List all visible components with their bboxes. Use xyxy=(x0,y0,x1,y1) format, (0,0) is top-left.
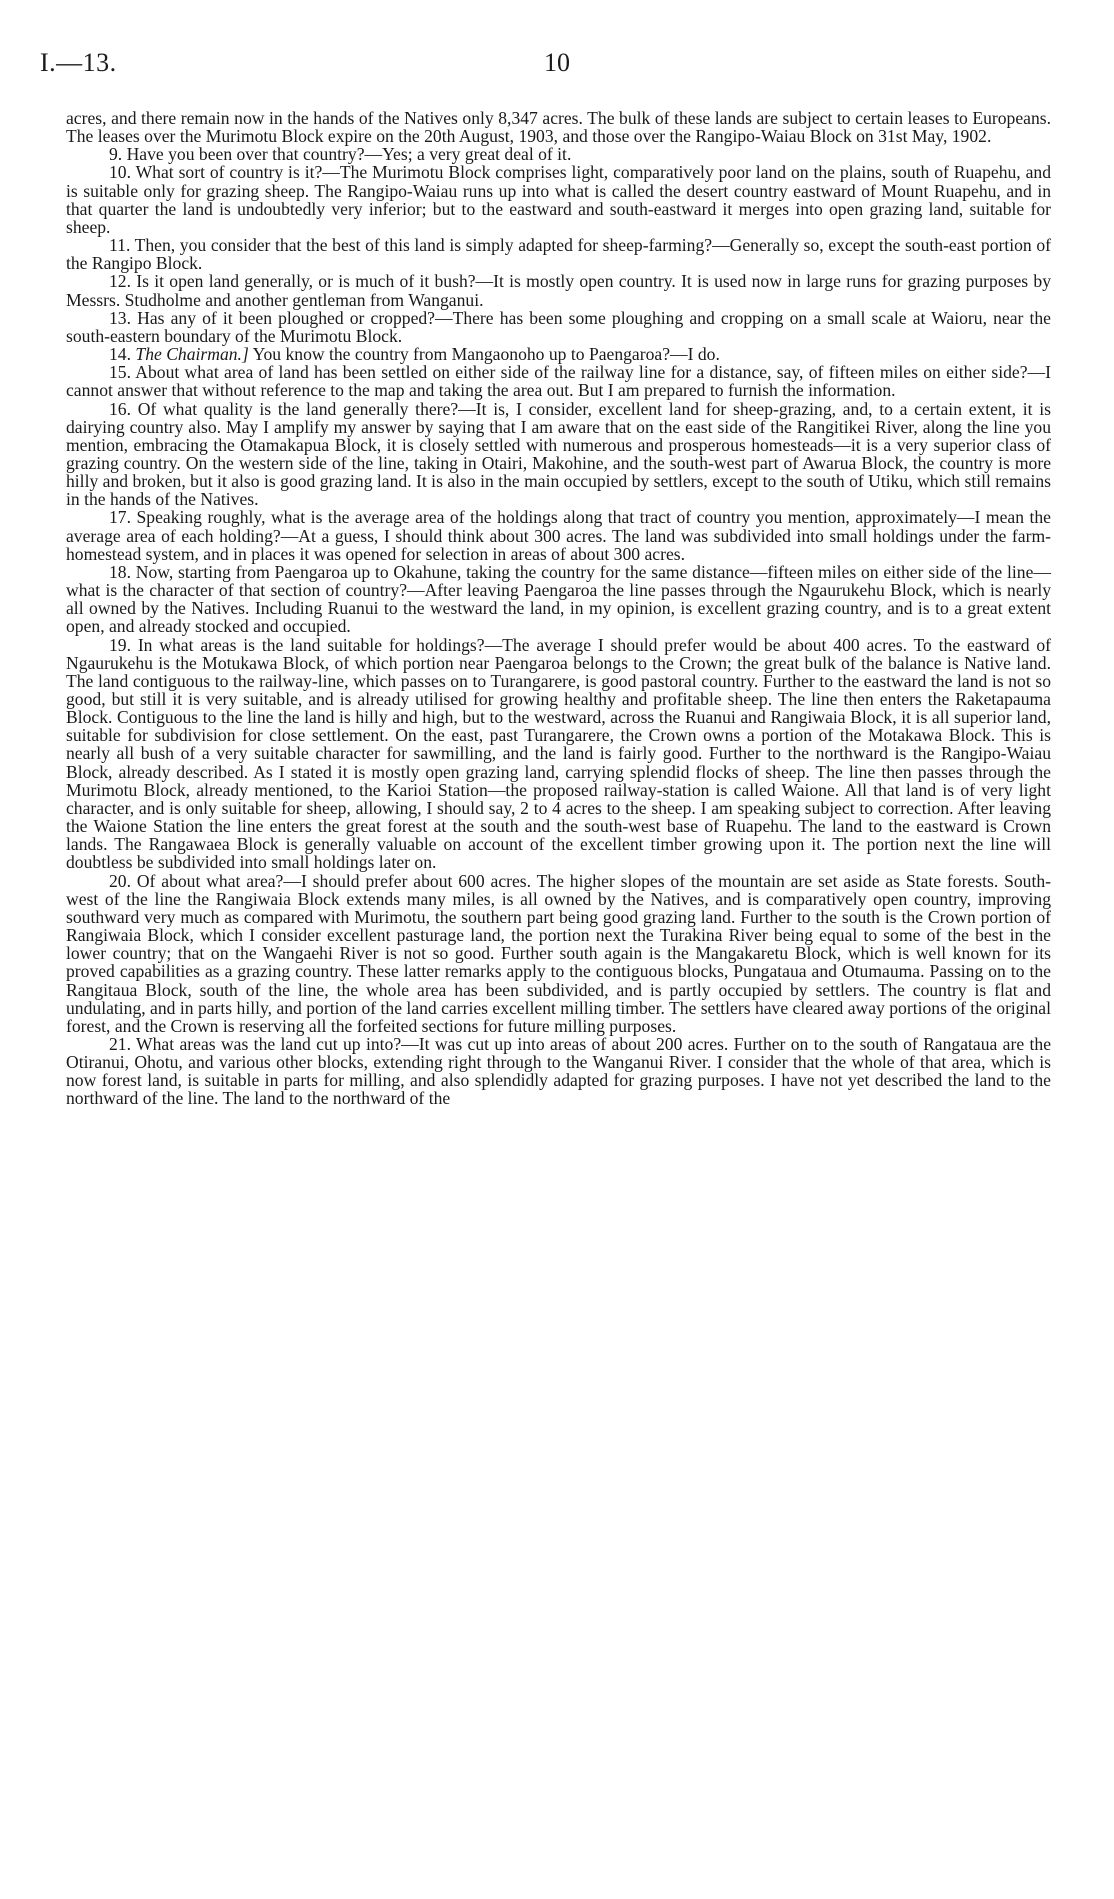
paragraph-15: 15. About what area of land has been settled on either side of the railway line for a distance, say, of fifteen miles on either side?—I cannot answer that without reference to the map and taking the area out. But I am prepared to furnish the information. xyxy=(66,362,1051,401)
paragraph-13: 13. Has any of it been ploughed or cropped?—There has been some ploughing and cropping on a small scale at Waioru, near the south-eastern boundary of the Murimotu Block. xyxy=(66,307,1051,346)
paragraph-17: 17. Speaking roughly, what is the average area of the holdings along that tract of country you mention, approximately—I mean the average area of each holding?—At a guess, I should think about 300 acres. The land was subdivided into small holdings under the farm-homestead system, and in places it was opened for selection in areas of about 300 acres. xyxy=(66,507,1051,564)
paragraph-continuation: acres, and there remain now in the hands of the Natives only 8,347 acres. The bulk of these lands are subject to certain leases to Europeans. The leases over the Murimotu Block expire on the 20th August, 1903, and those over the Rangipo-Waiau Block on 31st May, 1902. xyxy=(66,108,1051,147)
paragraph-16: 16. Of what quality is the land generally there?—It is, I consider, excellent land for sheep-grazing, and, to a certain extent, it is dairying country also. May I amplify my answer by saying that I am aware that on the east side of the Rangitikei River, along the line you mention, embracing the Otamakapua Block, it is closely settled with numerous and prosperous homesteads—it is a very superior class of grazing country. On the western side of the line, taking in Otairi, Makohine, and the south-west part of Awarua Block, the country is more hilly and broken, but it also is good grazing land. It is also in the main occupied by settlers, except to the south of Utiku, which still remains in the hands of the Natives. xyxy=(66,398,1051,510)
paragraph-20: 20. Of about what area?—I should prefer about 600 acres. The higher slopes of the mountain are set aside as State forests. South-west of the line the Rangiwaia Block extends many miles, is all owned by the Natives, and is comparatively open country, improving southward very much as compared with Murimotu, the southern part being good grazing land. Further to the south is the Crown portion of Rangiwaia Block, which I consider excellent pasturage land, the portion next the Turakina River being equal to some of the best in the lower country; that on the Wangaehi River is not so good. Further south again is the Mangakaretu Block, which is well known for its proved capabilities as a grazing country. These latter remarks apply to the contiguous blocks, Pungataua and Otumauma. Passing on to the Rangitaua Block, south of the line, the whole area has been subdivided, and is partly occupied by settlers. The country is flat and undulating, and in parts hilly, and portion of the land carries excellent milling timber. The settlers have cleared away portions of the original forest, and the Crown is reserving all the forfeited sections for future milling purposes. xyxy=(66,870,1051,1036)
page-header xyxy=(40,48,1074,84)
paragraph-18: 18. Now, starting from Paengaroa up to Okahune, taking the country for the same distance—fifteen miles on either side of the line—what is the character of that section of country?—After leaving Paengaroa the line passes through the Ngaurukehu Block, which is nearly all owned by the Natives. Including Ruanui to the westward the land, in my opinion, is excellent grazing country, and is to a great extent open, and already stocked and occupied. xyxy=(66,561,1051,637)
paragraph-9: 9. Have you been over that country?—Yes; a very great deal of it. xyxy=(109,144,572,165)
paragraph-14 xyxy=(66,345,1051,363)
paragraph-12: 12. Is it open land generally, or is much of it bush?—It is mostly open country. It is used now in large runs for grazing purposes by Messrs. Studholme and another gentleman from Wanganui. xyxy=(66,271,1051,310)
body-text xyxy=(66,109,1051,1108)
paragraph-21: 21. What areas was the land cut up into?—It was cut up into areas of about 200 acres. Further on to the south of Rangataua are the Otiranui, Ohotu, and various other blocks, extending right through to the Wanganui River. I consider that the whole of that area, which is now forest land, is suitable in parts for milling, and also splendidly adapted for grazing purposes. I have not yet described the land to the northward of the line. The land to the northward of the xyxy=(66,1033,1051,1109)
page-number: 10 xyxy=(544,48,570,77)
paragraph-11: 11. Then, you consider that the best of this land is simply adapted for sheep-farming?—Generally so, except the south-east portion of the Rangipo Block. xyxy=(66,235,1051,274)
paragraph-14-text: You know the country from Mangaonoho up to Paengaroa?—I do. xyxy=(252,344,720,365)
paragraph-14-number: 14. xyxy=(109,344,131,365)
paragraph-10: 10. What sort of country is it?—The Murimotu Block comprises light, comparatively poor land on the plains, south of Ruapehu, and is suitable only for grazing sheep. The Rangipo-Waiau runs up into what is called the desert country eastward of Mount Ruapehu, and in that quarter the land is undoubtedly very inferior; but to the eastward and south-eastward it merges into open grazing land, suitable for sheep. xyxy=(66,162,1051,237)
paragraph-19: 19. In what areas is the land suitable for holdings?—The average I should prefer would be about 400 acres. To the eastward of Ngaurukehu is the Motukawa Block, of which portion near Paengaroa belongs to the Crown; the great bulk of the balance is Native land. The land contiguous to the railway-line, which passes on to Turangarere, is good pastoral country. Further to the eastward the land is not so good, but still it is very suitable, and is already utilised for growing healthy and profitable sheep. The line then enters the Raketapauma Block. Contiguous to the line the land is hilly and high, but to the westward, across the Ruanui and Rangiwaia Block, it is all superior land, suitable for subdivision for close settlement. On the east, past Turangarere, the Crown owns a portion of the Motakawa Block. This is nearly all bush of a very suitable character for sawmilling, and the land is fairly good. Further to the northward is the Rangipo-Waiau Block, already described. As I stated it is mostly open grazing land, carrying splendid flocks of sheep. The line then passes through the Murimotu Block, already mentioned, to the Karioi Station—the proposed railway-station is called Waione. All that land is of very light character, and is only suitable for sheep, allowing, I should say, 2 to 4 acres to the sheep. I am speaking subject to correction. After leaving the Waione Station the line enters the great forest at the south and the south-west base of Ruapehu. The land to the eastward is Crown lands. The Rangawaea Block is generally valuable on account of the excellent timber growing upon it. The portion next the line will doubtless be subdivided into small holdings later on. xyxy=(66,634,1051,873)
document-id: I.—13. xyxy=(40,48,117,77)
speaker-chairman: The Chairman.] xyxy=(135,344,249,365)
